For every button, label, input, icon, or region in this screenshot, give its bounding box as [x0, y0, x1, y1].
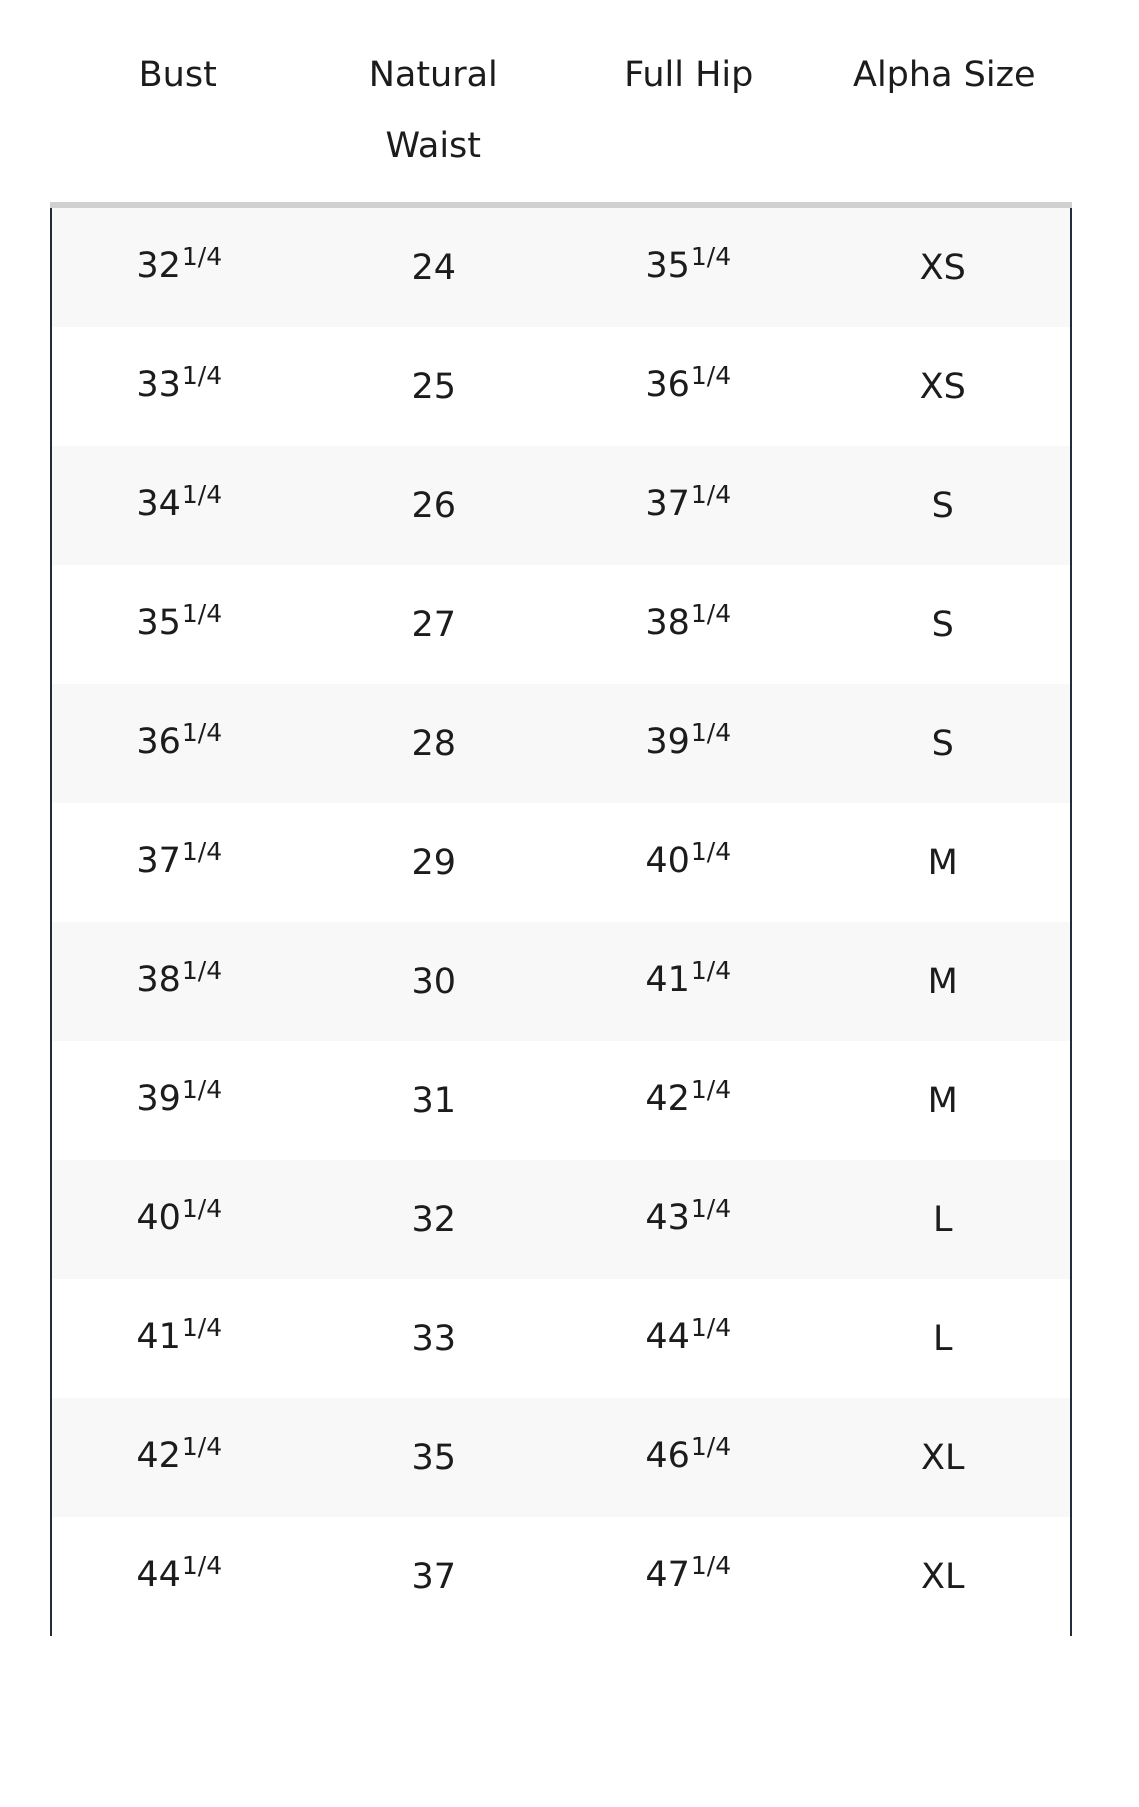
alpha-size-cell [816, 1438, 1071, 1478]
bust-cell-fraction: 1/4 [181, 1432, 223, 1461]
full-hip-cell-value: 36 [645, 365, 690, 405]
alpha-size-cell [816, 724, 1071, 764]
full-hip-cell [561, 1194, 816, 1241]
table-row [52, 803, 1070, 922]
full-hip-cell [561, 1313, 816, 1360]
full-hip-cell-fraction: 1/4 [690, 1313, 732, 1342]
bust-cell [52, 1551, 307, 1598]
table-row [52, 1279, 1070, 1398]
bust-cell [52, 1313, 307, 1360]
full-hip-cell [561, 599, 816, 646]
alpha-size-cell-value: S [931, 604, 954, 645]
full-hip-cell [561, 837, 816, 884]
header-natural-waist-line-1: Natural [368, 55, 498, 95]
alpha-size-cell [816, 486, 1071, 526]
full-hip-cell-fraction: 1/4 [690, 956, 732, 985]
table-row [52, 327, 1070, 446]
bust-cell-fraction: 1/4 [181, 1551, 223, 1580]
bust-cell-fraction: 1/4 [181, 361, 223, 390]
full-hip-cell-value: 46 [645, 1436, 690, 1476]
alpha-size-cell [816, 1557, 1071, 1597]
bust-cell-fraction: 1/4 [181, 837, 223, 866]
alpha-size-cell-value: M [927, 1080, 958, 1121]
full-hip-cell-value: 37 [645, 484, 690, 524]
bust-cell-value: 35 [136, 603, 181, 643]
alpha-size-cell-value: L [933, 1199, 953, 1240]
natural-waist-cell [307, 367, 562, 407]
bust-cell-value: 40 [136, 1198, 181, 1238]
bust-cell-value: 32 [136, 246, 181, 286]
full-hip-cell-fraction: 1/4 [690, 1075, 732, 1104]
natural-waist-cell-value: 37 [411, 1556, 457, 1597]
alpha-size-cell [816, 962, 1071, 1002]
table-row [52, 1041, 1070, 1160]
full-hip-cell-fraction: 1/4 [690, 837, 732, 866]
bust-cell [52, 1432, 307, 1479]
natural-waist-cell [307, 486, 562, 526]
bust-cell-fraction: 1/4 [181, 956, 223, 985]
bust-cell [52, 599, 307, 646]
alpha-size-cell-value: M [927, 842, 958, 883]
bust-cell-fraction: 1/4 [181, 718, 223, 747]
alpha-size-cell [816, 843, 1071, 883]
bust-cell [52, 361, 307, 408]
table-row [52, 1517, 1070, 1636]
natural-waist-cell [307, 1200, 562, 1240]
header-natural-waist-line-2: Waist [385, 126, 481, 166]
alpha-size-cell-value: XL [921, 1437, 965, 1478]
bust-cell-value: 33 [136, 365, 181, 405]
natural-waist-cell-value: 28 [411, 723, 457, 764]
alpha-size-cell [816, 367, 1071, 407]
bust-cell [52, 1194, 307, 1241]
header-bust-label: Bust [138, 55, 217, 95]
natural-waist-cell-value: 24 [411, 247, 457, 288]
full-hip-cell-fraction: 1/4 [690, 1432, 732, 1461]
full-hip-cell [561, 718, 816, 765]
full-hip-cell-fraction: 1/4 [690, 480, 732, 509]
bust-cell-fraction: 1/4 [181, 1194, 223, 1223]
size-chart-table [50, 0, 1072, 1636]
alpha-size-cell [816, 248, 1071, 288]
bust-cell-fraction: 1/4 [181, 242, 223, 271]
alpha-size-cell-value: L [933, 1318, 953, 1359]
table-row [52, 1160, 1070, 1279]
alpha-size-cell-value: S [931, 485, 954, 526]
table-row [52, 922, 1070, 1041]
alpha-size-cell-value: XL [921, 1556, 965, 1597]
header-full-hip-label: Full Hip [624, 55, 754, 95]
table-row [52, 684, 1070, 803]
full-hip-cell [561, 1075, 816, 1122]
table-header [50, 0, 1072, 208]
bust-cell-value: 39 [136, 1079, 181, 1119]
bust-cell-fraction: 1/4 [181, 480, 223, 509]
natural-waist-cell-value: 27 [411, 604, 457, 645]
bust-cell-value: 36 [136, 722, 181, 762]
bust-cell [52, 718, 307, 765]
alpha-size-cell-value: S [931, 723, 954, 764]
table-row [52, 208, 1070, 327]
natural-waist-cell-value: 32 [411, 1199, 457, 1240]
bust-cell [52, 242, 307, 289]
alpha-size-cell-value: M [927, 961, 958, 1002]
full-hip-cell-value: 38 [645, 603, 690, 643]
bust-cell [52, 837, 307, 884]
bust-cell [52, 480, 307, 527]
header-alpha-size-label: Alpha Size [853, 55, 1036, 95]
full-hip-cell-value: 42 [645, 1079, 690, 1119]
bust-cell-value: 34 [136, 484, 181, 524]
full-hip-cell-fraction: 1/4 [690, 718, 732, 747]
header-alpha-size [817, 0, 1073, 202]
full-hip-cell [561, 956, 816, 1003]
full-hip-cell [561, 1551, 816, 1598]
full-hip-cell [561, 1432, 816, 1479]
alpha-size-cell [816, 1319, 1071, 1359]
natural-waist-cell-value: 31 [411, 1080, 457, 1121]
full-hip-cell [561, 242, 816, 289]
natural-waist-cell [307, 1438, 562, 1478]
full-hip-cell-fraction: 1/4 [690, 1551, 732, 1580]
alpha-size-cell-value: XS [919, 247, 966, 288]
natural-waist-cell [307, 1557, 562, 1597]
header-natural-waist [306, 0, 562, 202]
natural-waist-cell [307, 843, 562, 883]
header-full-hip [561, 0, 817, 202]
full-hip-cell-value: 39 [645, 722, 690, 762]
full-hip-cell-value: 35 [645, 246, 690, 286]
full-hip-cell-fraction: 1/4 [690, 1194, 732, 1223]
bust-cell [52, 956, 307, 1003]
table-row [52, 446, 1070, 565]
alpha-size-cell-value: XS [919, 366, 966, 407]
natural-waist-cell-value: 35 [411, 1437, 457, 1478]
full-hip-cell-value: 47 [645, 1555, 690, 1595]
table-row [52, 1398, 1070, 1517]
table-body [50, 208, 1072, 1636]
natural-waist-cell-value: 25 [411, 366, 457, 407]
natural-waist-cell-value: 29 [411, 842, 457, 883]
bust-cell-fraction: 1/4 [181, 1313, 223, 1342]
natural-waist-cell [307, 605, 562, 645]
bust-cell-value: 41 [136, 1317, 181, 1357]
table-row [52, 565, 1070, 684]
natural-waist-cell [307, 248, 562, 288]
natural-waist-cell-value: 26 [411, 485, 457, 526]
natural-waist-cell-value: 30 [411, 961, 457, 1002]
bust-cell-value: 42 [136, 1436, 181, 1476]
full-hip-cell-value: 44 [645, 1317, 690, 1357]
alpha-size-cell [816, 1081, 1071, 1121]
full-hip-cell [561, 361, 816, 408]
full-hip-cell-fraction: 1/4 [690, 242, 732, 271]
alpha-size-cell [816, 1200, 1071, 1240]
natural-waist-cell [307, 1319, 562, 1359]
alpha-size-cell [816, 605, 1071, 645]
natural-waist-cell-value: 33 [411, 1318, 457, 1359]
full-hip-cell-fraction: 1/4 [690, 361, 732, 390]
bust-cell-value: 37 [136, 841, 181, 881]
natural-waist-cell [307, 1081, 562, 1121]
full-hip-cell-value: 43 [645, 1198, 690, 1238]
bust-cell-value: 38 [136, 960, 181, 1000]
full-hip-cell-value: 41 [645, 960, 690, 1000]
bust-cell-fraction: 1/4 [181, 599, 223, 628]
full-hip-cell [561, 480, 816, 527]
header-bust [50, 0, 306, 202]
bust-cell [52, 1075, 307, 1122]
bust-cell-value: 44 [136, 1555, 181, 1595]
full-hip-cell-value: 40 [645, 841, 690, 881]
full-hip-cell-fraction: 1/4 [690, 599, 732, 628]
natural-waist-cell [307, 962, 562, 1002]
natural-waist-cell [307, 724, 562, 764]
bust-cell-fraction: 1/4 [181, 1075, 223, 1104]
